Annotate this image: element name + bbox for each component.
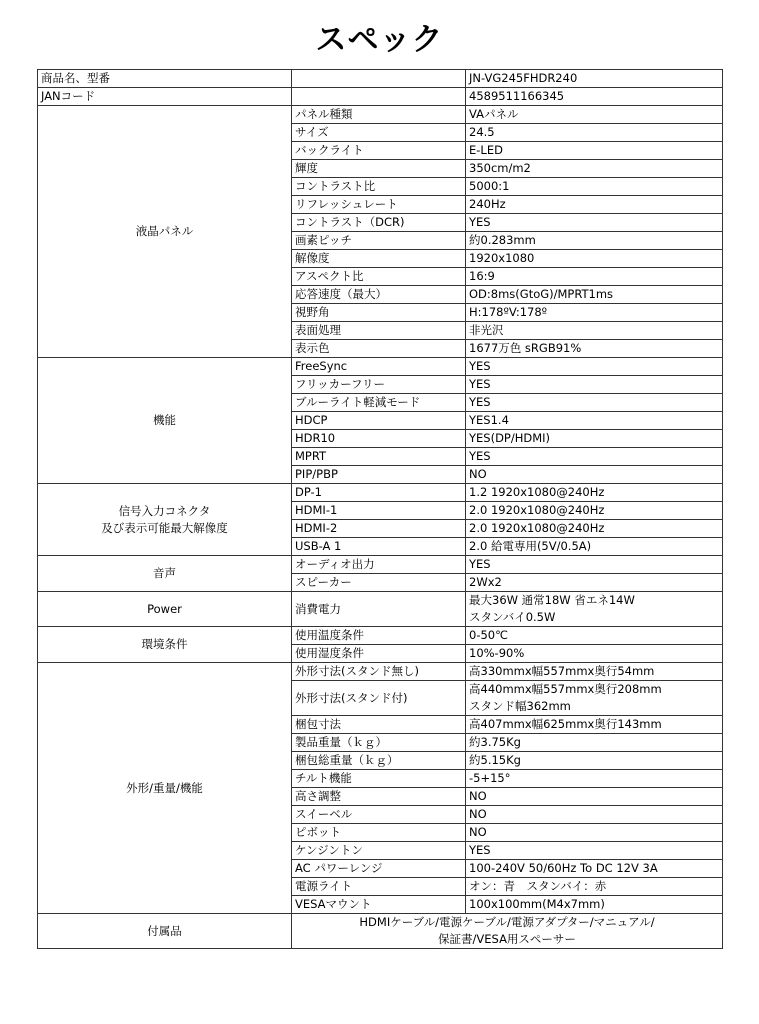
table-row <box>38 106 723 124</box>
spec-value: 1.2 1920x1080@240Hz <box>466 484 723 502</box>
spec-label: 製品重量（ｋｇ） <box>292 734 466 752</box>
category-accessories: 付属品 <box>38 914 292 949</box>
spec-value: YES <box>466 358 723 376</box>
spec-value-power <box>466 592 723 627</box>
spec-value: 2.0 1920x1080@240Hz <box>466 520 723 538</box>
power-value-line1: 最大36W 通常18W 省エネ14W <box>469 593 635 607</box>
spec-value: H:178ºV:178º <box>466 304 723 322</box>
spec-label: 電源ライト <box>292 878 466 896</box>
spec-label: バックライト <box>292 142 466 160</box>
spec-value: 16:9 <box>466 268 723 286</box>
spec-label: HDMI-2 <box>292 520 466 538</box>
spec-value: YES <box>466 448 723 466</box>
spec-value: 1920x1080 <box>466 250 723 268</box>
accessories-line1: HDMIケーブル/電源ケーブル/電源アダプター/マニュアル/ <box>359 915 655 929</box>
empty-cell <box>292 70 466 88</box>
spec-label: 表示色 <box>292 340 466 358</box>
table-row <box>38 914 723 949</box>
spec-label: 消費電力 <box>292 592 466 627</box>
spec-value: NO <box>466 806 723 824</box>
spec-value: 約0.283mm <box>466 232 723 250</box>
spec-label: パネル種類 <box>292 106 466 124</box>
dim-stand-line1: 高440mmx幅557mmx奥行208mm <box>469 682 662 696</box>
dim-stand-line2: スタンド幅362mm <box>469 699 571 713</box>
spec-value-dim-stand <box>466 681 723 716</box>
spec-value: 高407mmx幅625mmx奥行143mm <box>466 716 723 734</box>
spec-value: 2Wx2 <box>466 574 723 592</box>
spec-value: 約5.15Kg <box>466 752 723 770</box>
spec-value: -5+15° <box>466 770 723 788</box>
spec-label: HDCP <box>292 412 466 430</box>
category-panel: 液晶パネル <box>38 106 292 358</box>
spec-value: 0-50℃ <box>466 627 723 645</box>
spec-label: 梱包総重量（ｋｇ） <box>292 752 466 770</box>
spec-label: 使用湿度条件 <box>292 645 466 663</box>
table-row <box>38 663 723 681</box>
empty-cell <box>292 88 466 106</box>
spec-value-accessories <box>292 914 723 949</box>
table-row <box>38 88 723 106</box>
spec-label: オーディオ出力 <box>292 556 466 574</box>
spec-label: ケンジントン <box>292 842 466 860</box>
table-row <box>38 556 723 574</box>
spec-value: 350cm/m2 <box>466 160 723 178</box>
spec-value: 2.0 1920x1080@240Hz <box>466 502 723 520</box>
spec-value-jan: 4589511166345 <box>466 88 723 106</box>
category-power: Power <box>38 592 292 627</box>
spec-value: 240Hz <box>466 196 723 214</box>
spec-value: 約3.75Kg <box>466 734 723 752</box>
spec-value: 100x100mm(M4x7mm) <box>466 896 723 914</box>
spec-label: HDMI-1 <box>292 502 466 520</box>
spec-label: スピーカー <box>292 574 466 592</box>
spec-label: HDR10 <box>292 430 466 448</box>
spec-label: サイズ <box>292 124 466 142</box>
spec-label: PIP/PBP <box>292 466 466 484</box>
spec-label: 応答速度（最大） <box>292 286 466 304</box>
spec-label: DP-1 <box>292 484 466 502</box>
table-row <box>38 484 723 502</box>
spec-value: YES <box>466 214 723 232</box>
spec-value: 1677万色 sRGB91% <box>466 340 723 358</box>
spec-label: 使用温度条件 <box>292 627 466 645</box>
category-function: 機能 <box>38 358 292 484</box>
spec-value: 高330mmx幅557mmx奥行54mm <box>466 663 723 681</box>
spec-value: NO <box>466 466 723 484</box>
accessories-line2: 保証書/VESA用スペーサー <box>438 932 576 946</box>
spec-value: 非光沢 <box>466 322 723 340</box>
spec-label: ピボット <box>292 824 466 842</box>
spec-label: 高さ調整 <box>292 788 466 806</box>
spec-value: YES <box>466 842 723 860</box>
spec-label: 梱包寸法 <box>292 716 466 734</box>
category-connector-line1: 信号入力コネクタ <box>118 503 211 518</box>
spec-value: VAパネル <box>466 106 723 124</box>
spec-label: MPRT <box>292 448 466 466</box>
spec-value: YES <box>466 556 723 574</box>
spec-label: フリッカーフリー <box>292 376 466 394</box>
spec-value: 10%-90% <box>466 645 723 663</box>
table-row <box>38 627 723 645</box>
category-audio: 音声 <box>38 556 292 592</box>
spec-label: スイーベル <box>292 806 466 824</box>
spec-label: 輝度 <box>292 160 466 178</box>
spec-value: オン：青 スタンバイ：赤 <box>466 878 723 896</box>
spec-value: YES <box>466 376 723 394</box>
spec-label: コントラスト（DCR) <box>292 214 466 232</box>
spec-table <box>37 69 723 949</box>
spec-value: 100-240V 50/60Hz To DC 12V 3A <box>466 860 723 878</box>
spec-label: 画素ピッチ <box>292 232 466 250</box>
spec-label-jan: JANコード <box>38 88 292 106</box>
spec-value: OD:8ms(GtoG)/MPRT1ms <box>466 286 723 304</box>
power-value-line2: スタンバイ0.5W <box>469 610 556 624</box>
spec-label: ブルーライト軽減モード <box>292 394 466 412</box>
spec-value: YES1.4 <box>466 412 723 430</box>
spec-label: USB-A 1 <box>292 538 466 556</box>
spec-value: YES <box>466 394 723 412</box>
spec-label: 視野角 <box>292 304 466 322</box>
spec-value: NO <box>466 788 723 806</box>
spec-label: VESAマウント <box>292 896 466 914</box>
table-row <box>38 70 723 88</box>
spec-value: 2.0 給電専用(5V/0.5A) <box>466 538 723 556</box>
spec-label: AC パワーレンジ <box>292 860 466 878</box>
category-connector <box>38 484 292 556</box>
spec-label: コントラスト比 <box>292 178 466 196</box>
spec-value: NO <box>466 824 723 842</box>
spec-label: チルト機能 <box>292 770 466 788</box>
spec-label: リフレッシュレート <box>292 196 466 214</box>
spec-label: 表面処理 <box>292 322 466 340</box>
spec-value: 5000:1 <box>466 178 723 196</box>
spec-label: FreeSync <box>292 358 466 376</box>
category-connector-line2: 及び表示可能最大解像度 <box>101 520 228 535</box>
spec-label: 解像度 <box>292 250 466 268</box>
spec-label: アスペクト比 <box>292 268 466 286</box>
category-environment: 環境条件 <box>38 627 292 663</box>
table-row <box>38 358 723 376</box>
category-dimensions: 外形/重量/機能 <box>38 663 292 914</box>
spec-label: 外形寸法(スタンド無し) <box>292 663 466 681</box>
spec-label: 外形寸法(スタンド付) <box>292 681 466 716</box>
spec-value-product-name: JN-VG245FHDR240 <box>466 70 723 88</box>
spec-label-product-name: 商品名、型番 <box>38 70 292 88</box>
table-row <box>38 592 723 627</box>
page-title: スペック <box>315 22 444 58</box>
spec-value: E-LED <box>466 142 723 160</box>
spec-value: 24.5 <box>466 124 723 142</box>
spec-value: YES(DP/HDMI) <box>466 430 723 448</box>
